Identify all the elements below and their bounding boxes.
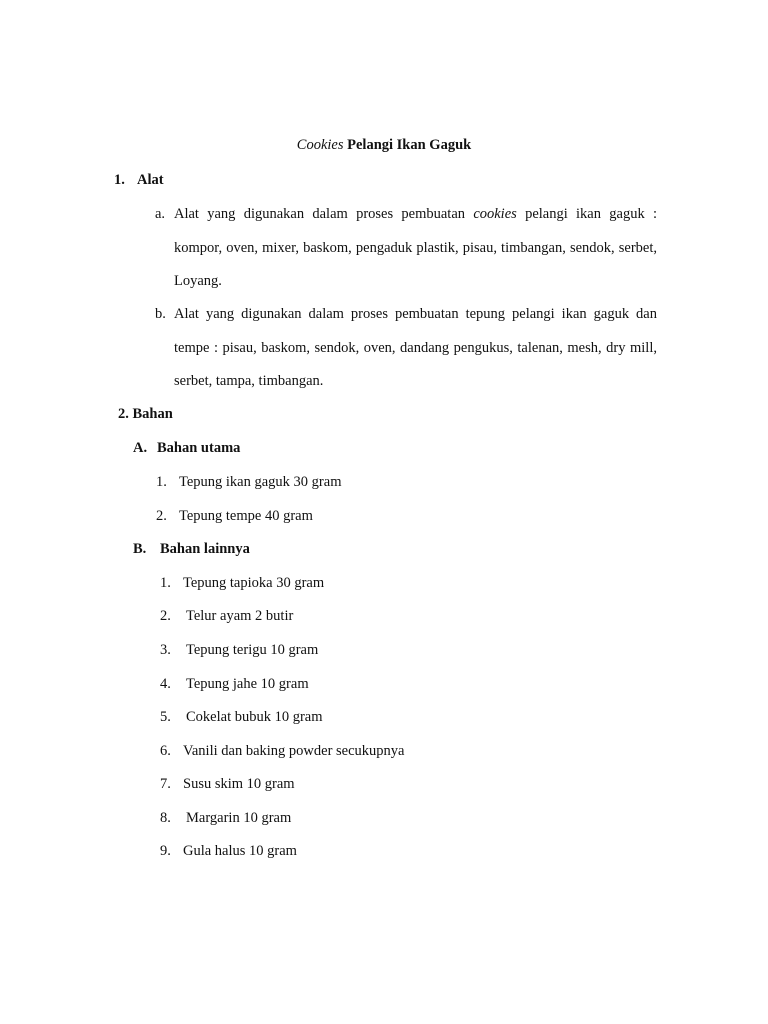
bahan-lainnya-item-2-num: 2.	[160, 608, 171, 624]
document-title	[0, 137, 768, 154]
section-alat-number: 1.	[114, 172, 125, 188]
bahan-lainnya-item-4-text: Tepung jahe 10 gram	[186, 676, 309, 692]
alat-item-a-text-italic: cookies	[473, 206, 517, 222]
bahan-utama-item-2-text: Tepung tempe 40 gram	[179, 508, 313, 524]
alat-item-a-text-after: pelangi ikan gaguk : kompor, oven, mixer, baskom, pengaduk plastik, pisau, timbangan, sendok, serbet, Loyang.	[174, 206, 658, 289]
bahan-lainnya-item-7-text: Susu skim 10 gram	[183, 776, 295, 792]
title-rest: Pelangi Ikan Gaguk	[347, 137, 472, 153]
bahan-lainnya-item-6-num: 6.	[160, 743, 171, 759]
bahan-lainnya-item-8-num: 8.	[160, 810, 171, 826]
title-italic: Cookies	[296, 137, 344, 153]
bahan-lainnya-item-3-text: Tepung terigu 10 gram	[186, 642, 319, 658]
bahan-utama-heading: Bahan utama	[157, 440, 241, 456]
section-bahan-heading: 2. Bahan	[118, 406, 173, 422]
alat-item-b-text: Alat yang digunakan dalam proses pembuatan tepung pelangi ikan gaguk dan tempe : pisau, baskom, sendok, oven, dandang pengukus, talenan, mesh, dry mill, serbet, tampa, timbangan.	[174, 306, 657, 389]
alat-item-a-marker: a.	[155, 206, 166, 222]
bahan-lainnya-item-7-num: 7.	[160, 776, 171, 792]
bahan-lainnya-item-5-text: Cokelat bubuk 10 gram	[186, 709, 323, 725]
alat-item-a-text	[174, 198, 657, 299]
alat-item-b-marker: b.	[155, 306, 166, 322]
bahan-lainnya-item-4-num: 4.	[160, 676, 171, 692]
bahan-lainnya-item-1-text: Tepung tapioka 30 gram	[183, 575, 325, 591]
bahan-utama-marker: A.	[133, 440, 148, 456]
bahan-lainnya-item-8-text: Margarin 10 gram	[186, 810, 292, 826]
bahan-utama-item-2-num: 2.	[156, 508, 167, 524]
bahan-lainnya-heading: Bahan lainnya	[160, 541, 250, 557]
bahan-lainnya-item-1-num: 1.	[160, 575, 171, 591]
bahan-lainnya-marker: B.	[133, 541, 147, 557]
bahan-lainnya-item-9-text: Gula halus 10 gram	[183, 843, 297, 859]
bahan-lainnya-item-3-num: 3.	[160, 642, 171, 658]
bahan-utama-item-1-num: 1.	[156, 474, 167, 490]
bahan-lainnya-item-9-num: 9.	[160, 843, 171, 859]
bahan-lainnya-item-5-num: 5.	[160, 709, 171, 725]
section-alat-heading: Alat	[137, 172, 164, 188]
bahan-utama-item-1-text: Tepung ikan gaguk 30 gram	[179, 474, 342, 490]
bahan-lainnya-item-6-text: Vanili dan baking powder secukupnya	[183, 743, 405, 759]
bahan-lainnya-item-2-text: Telur ayam 2 butir	[186, 608, 294, 624]
alat-item-a-text-before: Alat yang digunakan dalam proses pembuatan	[174, 206, 466, 222]
